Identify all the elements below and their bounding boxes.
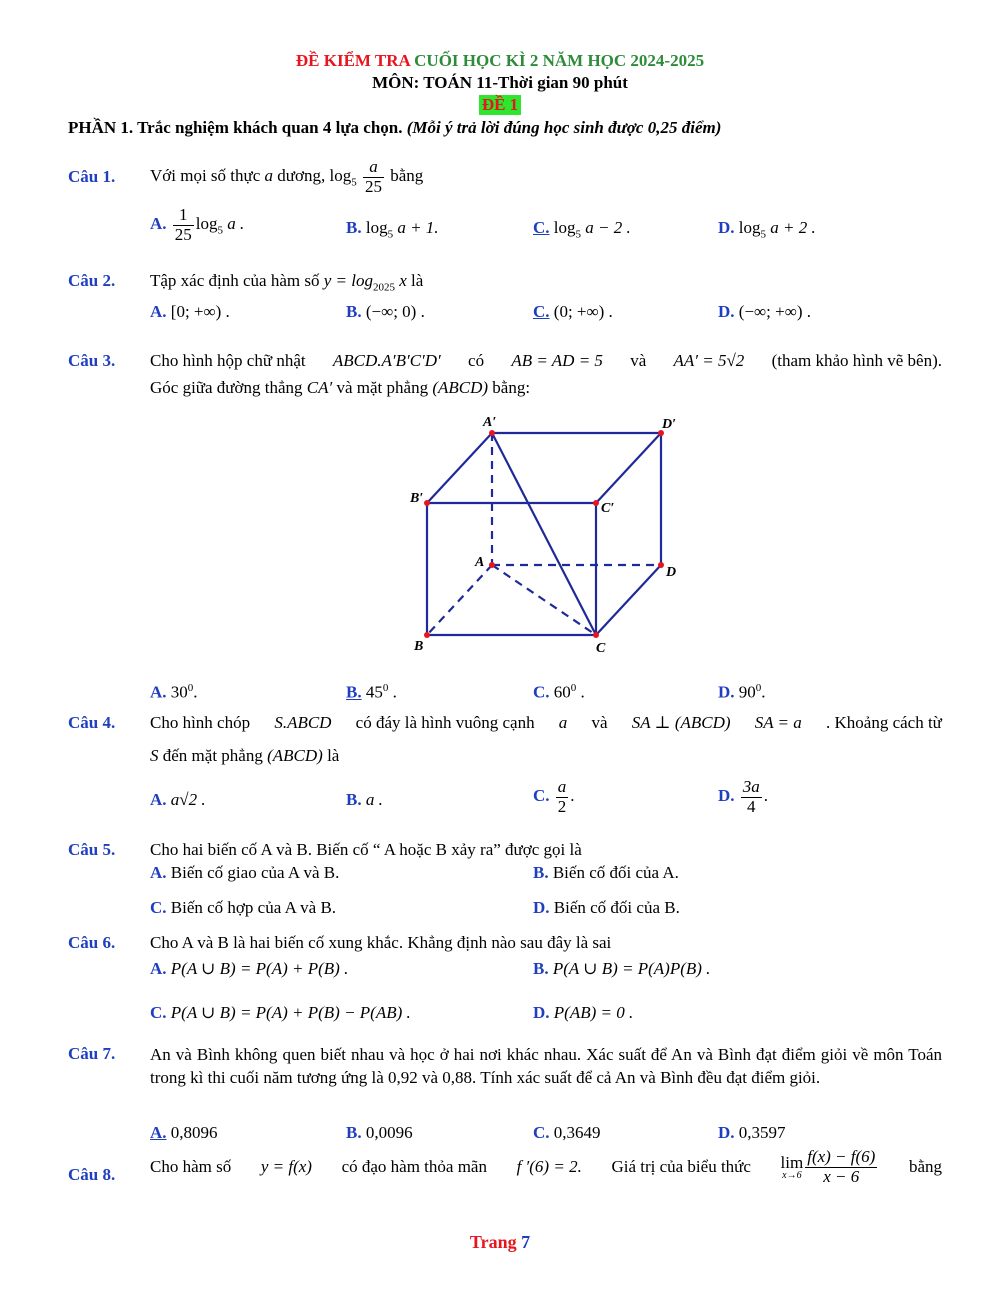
option-end: .	[388, 682, 397, 702]
q4-text-b: có đáy là hình vuông cạnh	[355, 713, 535, 732]
q1-text-c: bằng	[390, 166, 424, 186]
option-label: C.	[533, 786, 550, 806]
question-3-number: Câu 3.	[68, 351, 116, 370]
q8-fraction	[805, 1148, 877, 1186]
q4-d-fraction	[741, 778, 762, 816]
q8-limit	[781, 1148, 880, 1186]
question-3-line2	[150, 378, 530, 398]
question-4-line1	[150, 713, 942, 733]
q6-option-b[interactable]	[533, 959, 710, 979]
question-1-stem	[150, 158, 423, 196]
q4-pyr: S.ABCD	[274, 713, 332, 732]
exam-code-row	[0, 95, 1000, 115]
question-2-stem	[150, 271, 423, 293]
q4-c-fraction	[556, 778, 569, 816]
q3-eq2: AA′ = 5√2	[673, 351, 745, 370]
page-number: 7	[521, 1232, 531, 1252]
option-label: C.	[150, 898, 167, 917]
q2-base: 2025	[372, 281, 395, 294]
option-text: 90	[738, 682, 756, 702]
option-text: 0,3649	[553, 1123, 601, 1142]
label-b-prime: B′	[410, 491, 424, 506]
q8-func: y = f(x)	[260, 1157, 312, 1177]
option-label: D.	[533, 1003, 550, 1022]
vertex-B	[424, 632, 430, 638]
q8-frac-d: x − 6	[823, 1166, 860, 1186]
option-label: C.	[533, 1123, 550, 1142]
option-text: P(AB) = 0 .	[553, 1003, 634, 1022]
q2-func: y = log	[323, 271, 373, 290]
option-base: 5	[387, 228, 394, 241]
option-text: P(A ∪ B) = P(A) + P(B) .	[170, 959, 349, 978]
question-1-number: Câu 1.	[68, 167, 116, 186]
option-text: Biến cố đối của B.	[553, 898, 680, 917]
q8-text-c: Giá trị của biểu thức	[611, 1157, 751, 1177]
frac-d: 25	[174, 224, 192, 244]
option-label: D.	[718, 218, 735, 237]
vertex-B1	[424, 500, 430, 506]
frac-d: 4	[747, 796, 756, 816]
option-label: B.	[346, 218, 362, 237]
label-a-prime: A′	[483, 415, 497, 430]
question-5-number: Câu 5.	[68, 840, 116, 859]
frac-n: a	[557, 777, 567, 796]
option-text: [0; +∞) .	[170, 302, 230, 321]
question-4-line2	[150, 746, 339, 766]
question-4-number: Câu 4.	[68, 713, 116, 732]
vertex-C1	[593, 500, 599, 506]
q2-option-c[interactable]	[533, 302, 613, 322]
option-text: 0,8096	[170, 1123, 218, 1142]
option-text: log	[553, 218, 576, 237]
option-text: 45	[365, 682, 383, 702]
q4-line2-text-b: là	[327, 746, 340, 765]
section-title	[68, 118, 721, 138]
q3-option-a[interactable]	[150, 682, 198, 703]
q2-text: Tập xác định của hàm số	[150, 271, 320, 290]
option-rest: a + 2 .	[770, 218, 816, 237]
option-sup: 0	[382, 682, 389, 694]
q2-text-b: là	[411, 271, 424, 290]
exam-title-red: ĐỀ KIỂM TRA	[295, 51, 410, 70]
option-text: a√2 .	[170, 790, 206, 809]
cuboid-figure	[400, 408, 700, 658]
q8-frac-n: f(x) − f(6)	[807, 1147, 876, 1166]
hidden-edge-A-C	[492, 565, 596, 635]
q1-option-c[interactable]	[533, 218, 631, 240]
question-3-line1	[150, 351, 942, 371]
option-label: D.	[718, 682, 735, 702]
frac-n: 3a	[742, 777, 760, 796]
label-d-prime: D′	[662, 417, 677, 432]
option-text: Biến cố đối của A.	[552, 863, 679, 882]
q3-eq1: AB = AD = 5	[511, 351, 603, 370]
exam-code: ĐỀ 1	[479, 95, 521, 115]
option-label: D.	[718, 302, 735, 321]
label-c: C	[596, 641, 606, 656]
q1-fraction	[363, 158, 384, 196]
q3-plane: (ABCD)	[432, 378, 489, 397]
q8-text: Cho hàm số	[150, 1157, 232, 1177]
q1-option-a[interactable]	[150, 206, 244, 244]
q4-s: S	[150, 746, 159, 765]
option-rest: a + 1.	[397, 218, 439, 237]
q3-text-c: và	[630, 351, 647, 370]
option-base: 5	[760, 228, 767, 241]
q1-frac-d: 25	[365, 176, 382, 196]
option-label: A.	[150, 1123, 167, 1142]
q2-var: x	[399, 271, 407, 290]
question-8-stem	[150, 1148, 942, 1186]
label-a: A	[475, 555, 485, 570]
q4-text-d: . Khoảng cách từ	[826, 713, 942, 732]
label-d: D	[666, 565, 677, 580]
q2-option-b[interactable]	[346, 302, 425, 322]
q1-var: a	[264, 166, 274, 186]
option-end: .	[761, 682, 766, 702]
q4-text: Cho hình chóp	[150, 713, 251, 732]
option-sup: 0	[755, 682, 762, 694]
option-label: A.	[150, 302, 167, 321]
page-word: Trang	[469, 1232, 517, 1252]
label-b: B	[414, 639, 424, 654]
option-base: 5	[217, 224, 224, 237]
q3-text: Cho hình hộp chữ nhật	[150, 351, 306, 370]
q1-option-d[interactable]	[718, 218, 816, 240]
vertex-D	[658, 562, 664, 568]
q4-text-c: và	[591, 713, 608, 732]
edge-A1-B1	[427, 433, 492, 503]
q7-option-c[interactable]	[533, 1123, 601, 1143]
q6-option-d[interactable]	[533, 1003, 633, 1023]
q8-text-b: có đạo hàm thỏa mãn	[341, 1157, 487, 1177]
q8-lim: lim	[780, 1152, 804, 1172]
q8-cond: f ′(6) = 2.	[516, 1157, 582, 1177]
option-label: C.	[533, 218, 550, 237]
q3-option-c[interactable]	[533, 682, 585, 703]
option-text: 30	[170, 682, 188, 702]
option-base: 5	[575, 228, 582, 241]
q5-option-b[interactable]	[533, 863, 679, 883]
q2-option-a[interactable]	[150, 302, 230, 322]
q7-option-d[interactable]	[718, 1123, 786, 1143]
q4-cond1: SA ⊥ (ABCD)	[631, 713, 731, 732]
edge-C1-D1	[596, 433, 661, 503]
option-text: 60	[553, 682, 571, 702]
q4-cond2: SA = a	[754, 713, 802, 732]
option-text: log	[365, 218, 388, 237]
q4-var: a	[558, 713, 568, 732]
q6-option-a[interactable]	[150, 959, 348, 979]
q3-text-d: (tham khảo hình vẽ bên).	[771, 351, 942, 370]
option-end: .	[576, 682, 585, 702]
q4-plane: (ABCD)	[267, 746, 323, 765]
q4-option-d[interactable]	[718, 778, 768, 816]
q3-line-name: CA′	[306, 378, 333, 397]
q5-option-a[interactable]	[150, 863, 339, 883]
hidden-edge-A-B	[427, 565, 492, 635]
q3-option-b[interactable]	[346, 682, 397, 703]
vertex-A1	[489, 430, 495, 436]
q3-option-d[interactable]	[718, 682, 766, 703]
q1-base: 5	[351, 176, 357, 189]
vertex-A	[489, 562, 495, 568]
q3-line2-text-c: bằng:	[492, 378, 531, 397]
question-8-number: Câu 8.	[68, 1165, 116, 1184]
option-end: .	[763, 786, 769, 806]
q8-lim-block	[781, 1154, 804, 1181]
option-text: (−∞; 0) .	[365, 302, 425, 321]
page-footer	[0, 1232, 1000, 1253]
edge-C-D	[596, 565, 661, 635]
edge-A1-C	[492, 433, 596, 635]
option-text: log	[738, 218, 761, 237]
option-label: D.	[718, 1123, 735, 1142]
q3-text-b: có	[468, 351, 485, 370]
q7-option-b[interactable]	[346, 1123, 413, 1143]
question-7-stem: An và Bình không quen biết nhau và học ở hai nơi khác nhau. Xác suất để An và Bình đạt điểm giỏi về môn Toán trong kì thi cuối năm tương ứng là 0,92 và 0,88. Tính xác suất để cả An và Bình đều đạt điểm giỏi.	[150, 1045, 942, 1087]
option-label: C.	[150, 1003, 167, 1022]
option-label: B.	[533, 863, 549, 882]
option-label: C.	[533, 682, 550, 702]
option-end: .	[570, 786, 575, 806]
q2-option-d[interactable]	[718, 302, 811, 322]
q1-text-b: dương,	[277, 166, 326, 186]
vertex-C	[593, 632, 599, 638]
q8-text-d: bằng	[908, 1157, 942, 1177]
option-text: a .	[365, 790, 383, 809]
option-text: 0,0096	[365, 1123, 413, 1142]
option-text: (0; +∞) .	[553, 302, 613, 321]
q4-option-c[interactable]	[533, 778, 575, 816]
q4-option-b[interactable]	[346, 790, 383, 810]
q4-option-a[interactable]	[150, 790, 206, 810]
option-label: A.	[150, 682, 167, 702]
question-6-number: Câu 6.	[68, 933, 116, 952]
q1-a-fraction	[173, 206, 194, 244]
exam-subject: MÔN: TOÁN 11-Thời gian 90 phút	[372, 73, 628, 92]
option-label: A.	[150, 790, 167, 809]
option-label: D.	[533, 898, 550, 917]
section-title-text: PHẦN 1. Trắc nghiệm khách quan 4 lựa chọn.	[68, 118, 403, 137]
option-sup: 0	[570, 682, 577, 694]
frac-d: 2	[557, 796, 567, 816]
q6-option-c[interactable]	[150, 1003, 411, 1023]
option-rest: a .	[227, 214, 245, 234]
q8-lim-sub: x→6	[782, 1169, 802, 1181]
option-text: log	[195, 214, 218, 234]
question-5-stem: Cho hai biến cố A và B. Biến cố “ A hoặc B xảy ra” được gọi là	[150, 840, 582, 859]
q1-log: log	[329, 166, 352, 186]
option-sup: 0	[187, 682, 194, 694]
option-label: A.	[150, 214, 167, 234]
option-label: A.	[150, 959, 167, 978]
q5-option-c[interactable]	[150, 898, 336, 918]
q3-line2-text-b: và mặt phẳng	[336, 378, 429, 397]
q1-text: Với mọi số thực	[150, 166, 261, 186]
question-2-number: Câu 2.	[68, 271, 116, 290]
option-text: Biến cố giao của A và B.	[170, 863, 340, 882]
option-label: D.	[718, 786, 735, 806]
option-label: B.	[346, 302, 362, 321]
option-text: P(A ∪ B) = P(A)P(B) .	[552, 959, 711, 978]
option-label: B.	[533, 959, 549, 978]
q7-option-a[interactable]	[150, 1123, 218, 1143]
option-text: (−∞; +∞) .	[738, 302, 811, 321]
question-6-stem: Cho A và B là hai biến cố xung khắc. Khẳng định nào sau đây là sai	[150, 933, 612, 952]
q4-line2-text: đến mặt phẳng	[162, 746, 263, 765]
option-label: C.	[533, 302, 550, 321]
question-7-number: Câu 7.	[68, 1044, 116, 1063]
option-label: A.	[150, 863, 167, 882]
option-label: B.	[346, 682, 362, 702]
frac-n: 1	[173, 206, 194, 226]
option-text: Biến cố hợp của A và B.	[170, 898, 337, 917]
q3-solid: ABCD.A′B′C′D′	[332, 351, 441, 370]
option-text: 0,3597	[738, 1123, 786, 1142]
section-note: (Mỗi ý trả lời đúng học sinh được 0,25 điểm)	[406, 118, 722, 137]
q5-option-d[interactable]	[533, 898, 680, 918]
q3-line2-text: Góc giữa đường thẳng	[150, 378, 303, 397]
option-rest: a − 2 .	[585, 218, 631, 237]
option-label: B.	[346, 1123, 362, 1142]
exam-title	[0, 51, 1000, 71]
exam-title-green: CUỐI HỌC KÌ 2 NĂM HỌC 2024-2025	[414, 51, 705, 70]
q1-option-b[interactable]	[346, 218, 439, 240]
label-c-prime: C′	[601, 501, 615, 516]
option-end: .	[193, 682, 198, 702]
q1-frac-n: a	[363, 158, 384, 178]
option-label: B.	[346, 790, 362, 809]
option-text: P(A ∪ B) = P(A) + P(B) − P(AB) .	[170, 1003, 411, 1022]
